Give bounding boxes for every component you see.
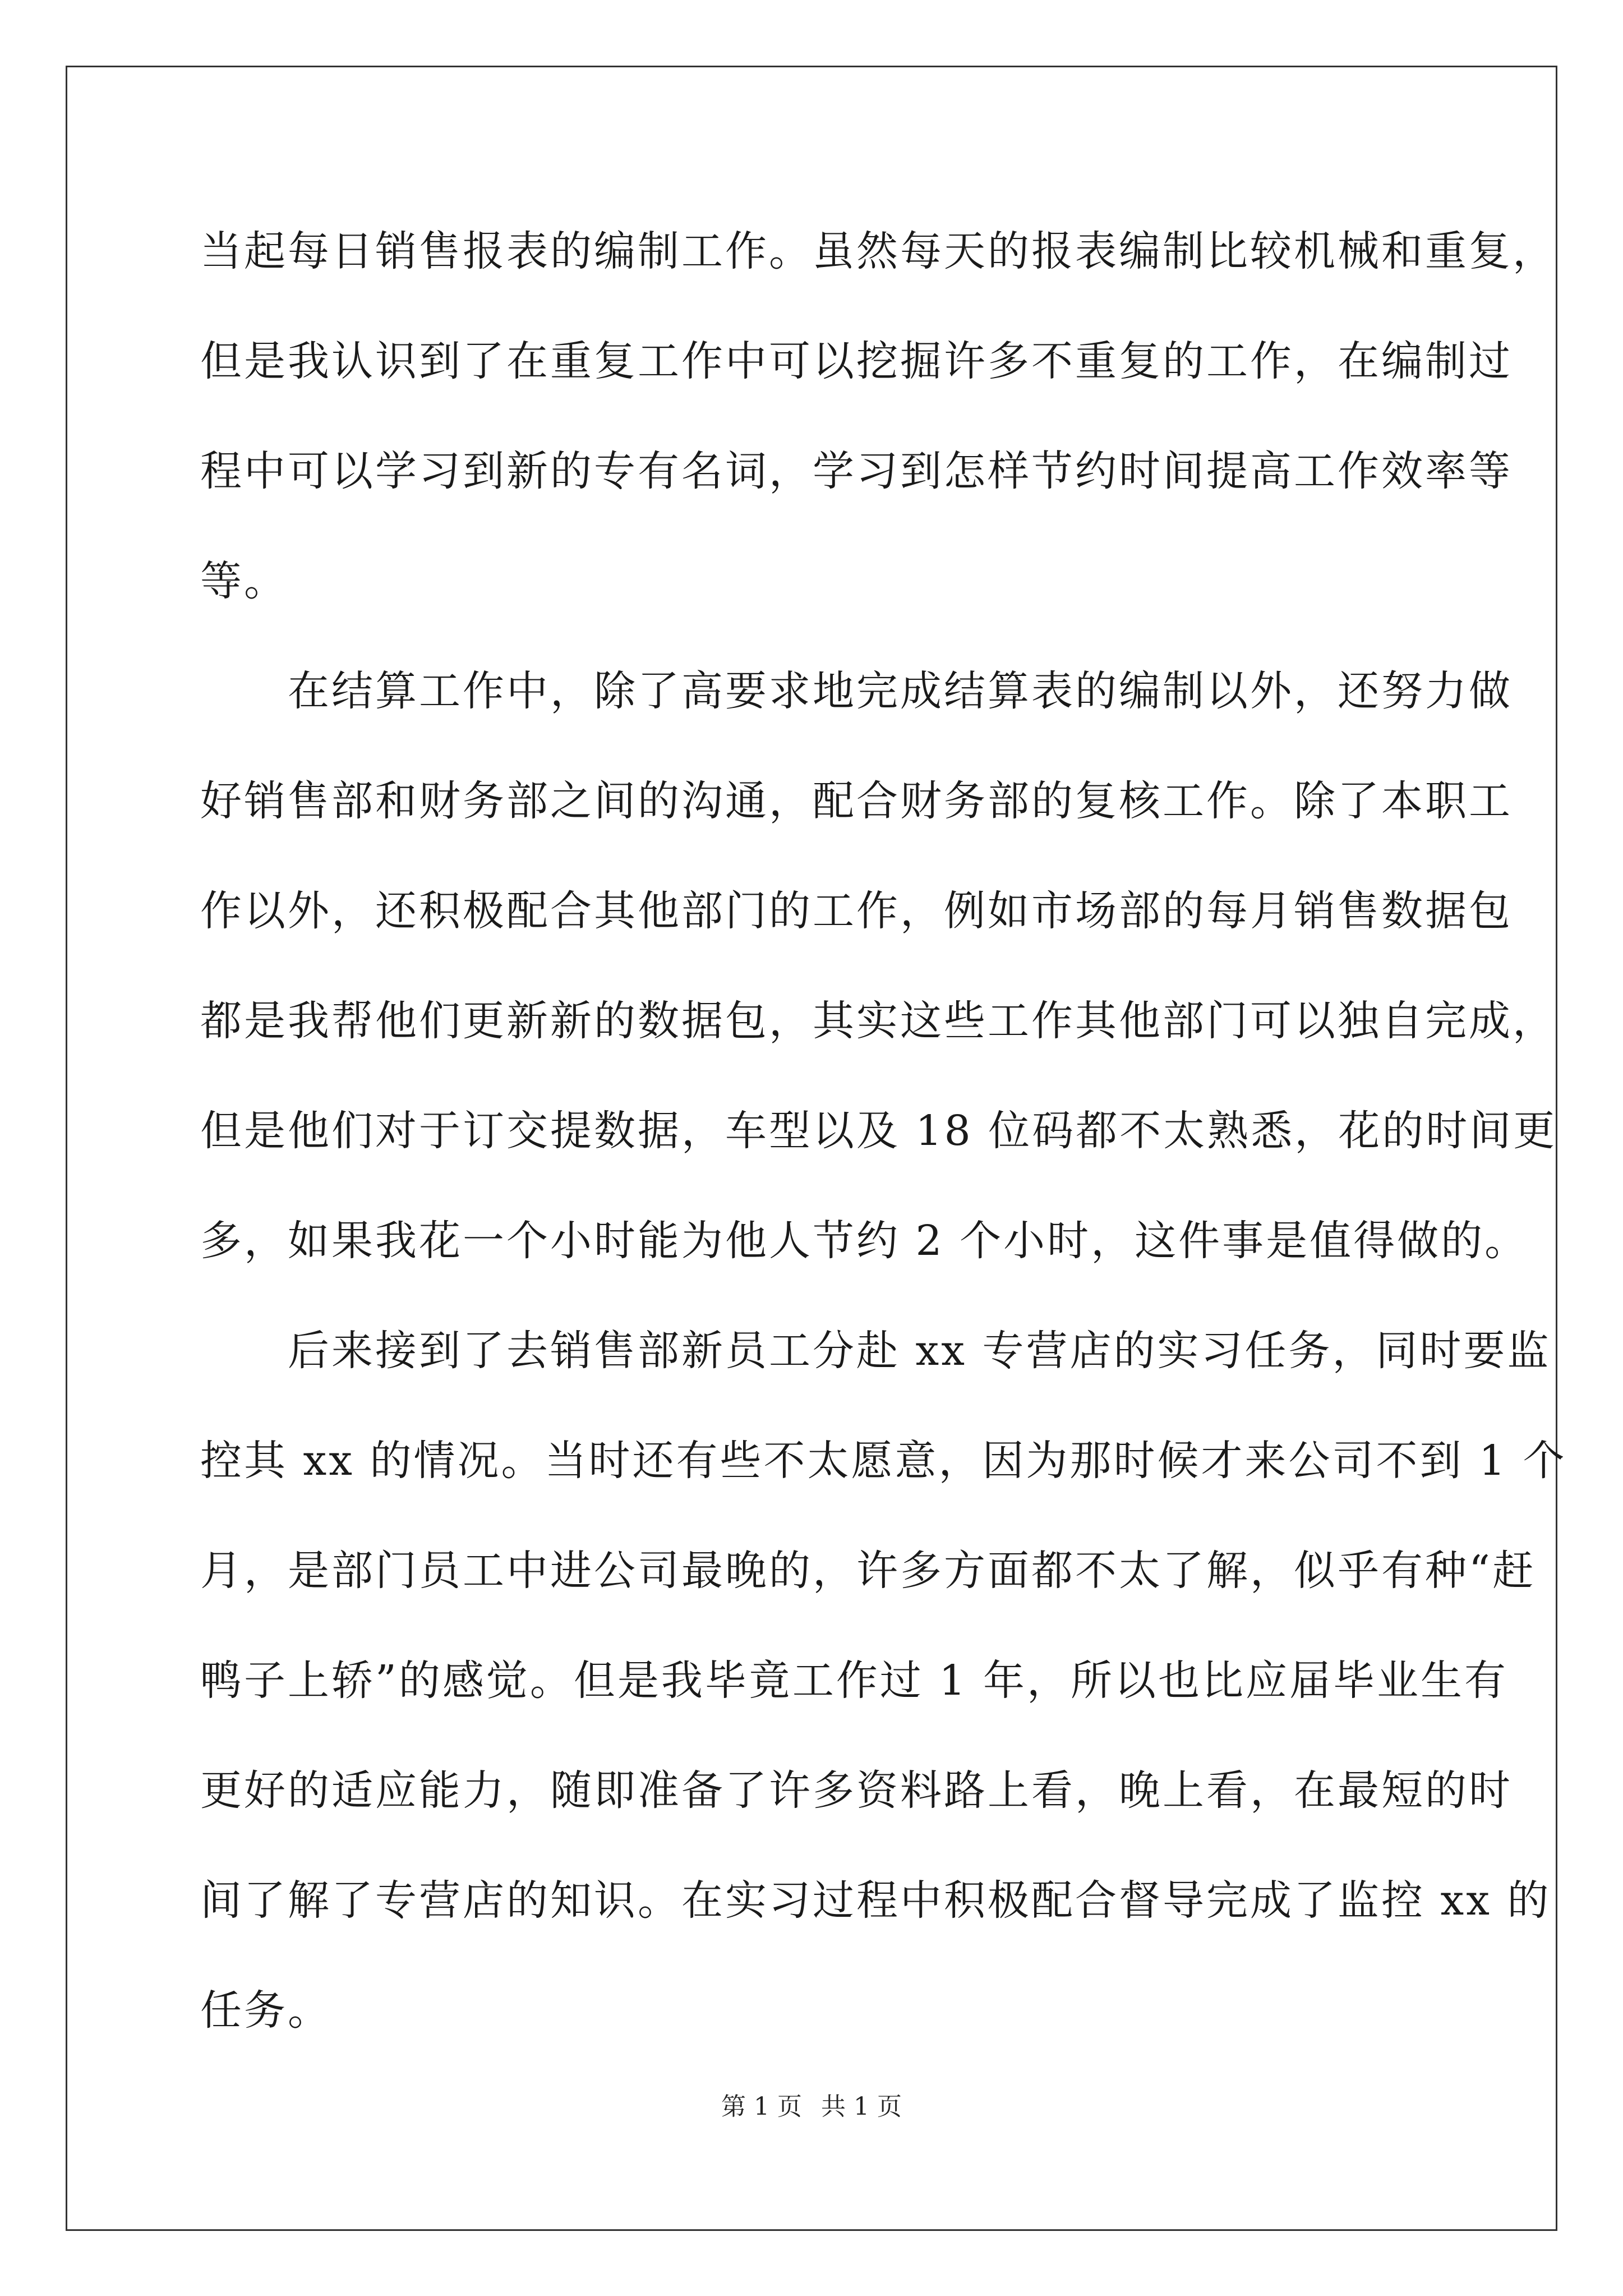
- text-line: 月，是部门员工中进公司最晚的，许多方面都不太了解，似乎有种“赶: [200, 1547, 1536, 1595]
- text-line: 好销售部和财务部之间的沟通，配合财务部的复核工作。除了本职工: [200, 777, 1513, 825]
- text-line: 鸭子上轿”的感觉。但是我毕竟工作过 1 年，所以也比应届毕业生有: [200, 1657, 1508, 1705]
- text-line: 更好的适应能力，随即准备了许多资料路上看，晚上看，在最短的时: [200, 1766, 1513, 1815]
- text-line: 后来接到了去销售部新员工分赴 xx 专营店的实习任务，同时要监: [200, 1327, 1551, 1375]
- page-number: 第 1 页: [721, 2092, 802, 2121]
- text-line: 但是他们对于订交提数据，车型以及 18 位码都不太熟悉，花的时间更: [200, 1107, 1557, 1155]
- text-line: 都是我帮他们更新新的数据包，其实这些工作其他部门可以独自完成，: [200, 997, 1556, 1045]
- text-line: 程中可以学习到新的专有名词，学习到怎样节约时间提高工作效率等: [200, 447, 1513, 495]
- text-line: 作以外，还积极配合其他部门的工作，例如市场部的每月销售数据包: [200, 887, 1513, 935]
- text-line: 当起每日销售报表的编制工作。虽然每天的报表编制比较机械和重复，: [200, 227, 1556, 275]
- paragraph-3: [200, 1296, 1567, 2065]
- text-line: 间了解了专营店的知识。在实习过程中积极配合督导完成了监控 xx 的: [200, 1876, 1551, 1925]
- document-body: [200, 196, 1567, 2065]
- page-footer: [0, 2090, 1623, 2124]
- text-line: 多，如果我花一个小时能为他人节约 2 个小时，这件事是值得做的。: [200, 1217, 1529, 1265]
- text-line: 但是我认识到了在重复工作中可以挖掘许多不重复的工作，在编制过: [200, 337, 1513, 385]
- paragraph-2: [200, 636, 1557, 1296]
- text-line: 控其 xx 的情况。当时还有些不太愿意，因为那时候才来公司不到 1 个: [200, 1437, 1567, 1485]
- text-line: 等。: [200, 557, 288, 605]
- text-line: 在结算工作中，除了高要求地完成结算表的编制以外，还努力做: [200, 667, 1513, 715]
- text-line: 任务。: [200, 1986, 331, 2035]
- page-total: 共 1 页: [821, 2092, 902, 2121]
- paragraph-1: [200, 196, 1556, 636]
